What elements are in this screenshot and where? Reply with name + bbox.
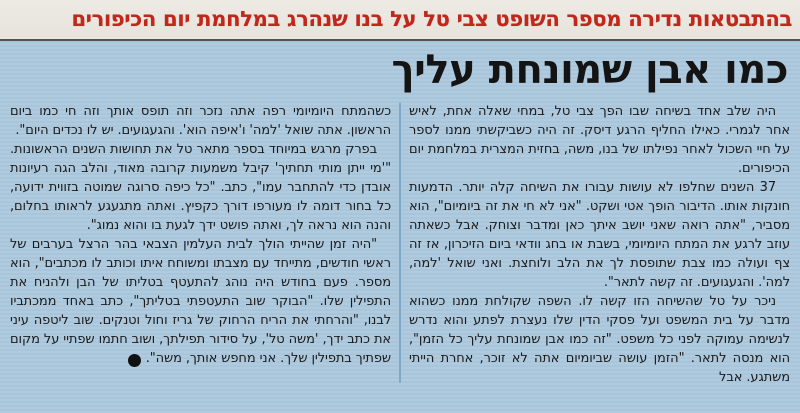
paragraph-text: "היה זמן שהייתי הולך לבית העלמין הצבאי בהר הרצל בערבים של ראשי חודשים, מתייחד עם מצבתו ומשוחח איתו וכותב לו מכתבים", הוא מספר. פעם בחודש היה נוהג להתעטף בטליתו של הבן ולהניח את התפילין שלו. "הבוקר שוב התעטפתי בטליתך", כתב באחד ממכתביו לבנו, "והרחתי את הריח הרחוק של גריז וחול וטנקים. שוב ליטפה עיני את כתב ידך, 'משה טל', על סידור תפילתך, ושוב חתמו שפתיי על מקום שפתיך בתפילין שלך. אני מחפש אותך, משה". [10, 237, 391, 367]
paragraph: בפרק מרגש במיוחד בספר מתאר טל את תחושות השנים הראשונות. "'מי ייתן מותי תחתיך' קיבל משמעות קרובה מאוד, והלב הגה רעיונות אובדן כדי להתחבר עמו", כתב. "כל כיפה סרוגה שמוטה בזווית ידועה, כל בחור דומה לו מעורפו דורך כקפיץ. ואתה מתגעגע לראותו בחלום, והנה הוא נראה לך, ואתה פושט ידך לגעת בו והוא נמוג". [10, 142, 391, 234]
paragraph: היה שלב אחד בשיחה שבו הפך צבי טל, במחי שאלה אחת, לאיש אחר לגמרי. כאילו החליף הרגע דיסק. זה היה כשביקשתי ממנו לספר על חיי השכול לאחר נפילתו של בנו, משה, בחזית המצרית במלחמת יום הכיפורים. [409, 104, 790, 177]
column-right [409, 102, 790, 387]
article-columns [10, 102, 790, 387]
article-panel [0, 41, 800, 413]
kicker-strip [0, 0, 800, 37]
end-of-article-icon: ✕ [128, 354, 141, 367]
column-left [10, 102, 391, 387]
paragraph [10, 235, 391, 368]
column-divider [399, 103, 401, 383]
paragraph: ניכר על טל שהשיחה הזו קשה לו. השפה שקולחת ממנו כשהוא מדבר על בית המשפט ועל פסקי הדין שלו נעצרת לפתע והוא נדרש לנשימה עמוקה לפני כל משפט. "זה כמו אבן שמונחת עליך כל הזמן", הוא מנסה לתאר. "הזמן עושה שביומיום אתה לא זוכר, אחרת הייתי משתגע. אבל [409, 294, 790, 386]
paragraph: 37 השנים שחלפו לא עושות עבורו את השיחה קלה יותר. הדמעות חונקות אותו. הדיבור הופך אטי ושקט. "אני לא חי את זה ביומיום", הוא מסביר, "אתה רואה שאני יושב איתך כאן ומדבר וצוחק. אבל כשאתה עוזב לרגע את המתח היומיומי, בשבת או בחג וודאי ביום הזיכרון, אז זה צף ועולה כמו צבת שתופסת לך את הלב ולוחצת. ואני שואל 'למה, למה'. והגעגועים. זה קשה לתאר". [409, 180, 790, 291]
paragraph: כשהמתח היומיומי רפה אתה נזכר וזה תופס אותך וזה חי כמו ביום הראשון. אתה שואל 'למה' ו'איפה הוא'. והגעגועים. יש לו נכדים היום". [10, 104, 391, 139]
kicker-headline: בהתבטאות נדירה מספר השופט צבי טל על בנו שנהרג במלחמת יום הכיפורים [71, 7, 792, 31]
main-headline: כמו אבן שמונחת עליך [391, 47, 788, 94]
